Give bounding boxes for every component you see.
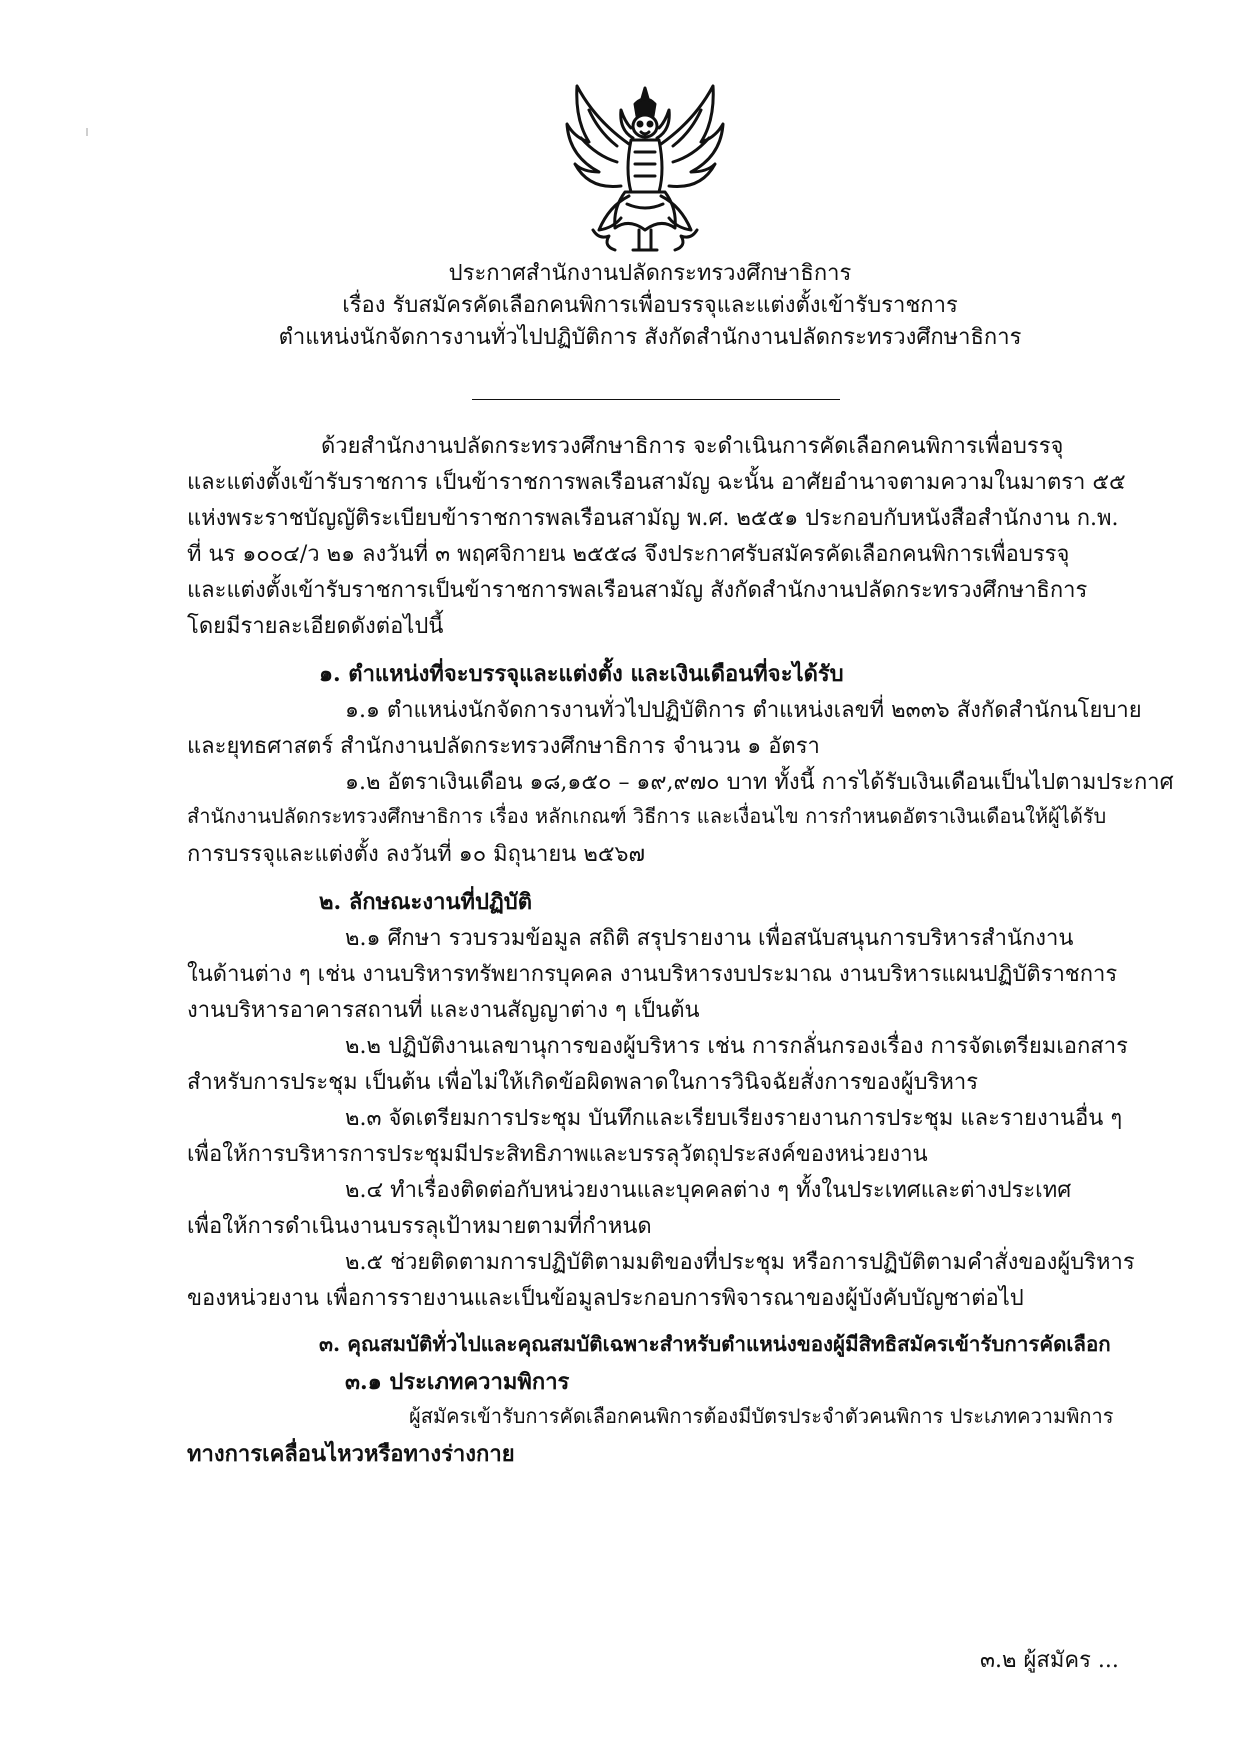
section2-item2-line: ๒.๒ ปฏิบัติงานเลขานุการของผู้บริหาร เช่น การกลั่นกรองเรื่อง การจัดเตรียมเอกสาร bbox=[345, 1034, 1128, 1059]
garuda-emblem-icon bbox=[555, 80, 735, 260]
section2-item3-line: ๒.๓ จัดเตรียมการประชุม บันทึกและเรียบเรียงรายงานการประชุม และรายงานอื่น ๆ bbox=[345, 1106, 1123, 1131]
announcement-subject: เรื่อง รับสมัครคัดเลือกคนพิการเพื่อบรรจุและแต่งตั้งเข้ารับราชการ bbox=[342, 293, 958, 318]
section1-item1-line: และยุทธศาสตร์ สำนักงานปลัดกระทรวงศึกษาธิการ จำนวน ๑ อัตรา bbox=[187, 734, 820, 759]
intro-line: แห่งพระราชบัญญัติระเบียบข้าราชการพลเรือนสามัญ พ.ศ. ๒๕๕๑ ประกอบกับหนังสือสำนักงาน ก.พ. bbox=[187, 506, 1119, 531]
section3-line-bold: ทางการเคลื่อนไหวหรือทางร่างกาย bbox=[187, 1441, 515, 1467]
next-page-reference: ๓.๒ ผู้สมัคร ... bbox=[980, 1648, 1119, 1673]
intro-line: และแต่งตั้งเข้ารับราชการเป็นข้าราชการพลเรือนสามัญ สังกัดสำนักงานปลัดกระทรวงศึกษาธิการ bbox=[187, 578, 1088, 603]
section1-item2-line: การบรรจุและแต่งตั้ง ลงวันที่ ๑๐ มิถุนายน ๒๕๖๗ bbox=[187, 842, 645, 867]
section3-line: ผู้สมัครเข้ารับการคัดเลือกคนพิการต้องมีบัตรประจำตัวคนพิการ ประเภทความพิการ bbox=[409, 1404, 1114, 1428]
announcement-header bbox=[180, 258, 1120, 354]
header-divider bbox=[472, 399, 840, 400]
section2-item1-line: งานบริหารอาคารสถานที่ และงานสัญญาต่าง ๆ เป็นต้น bbox=[187, 998, 700, 1023]
section3-subheading: ๓.๑ ประเภทความพิการ bbox=[345, 1369, 570, 1395]
intro-line: ด้วยสำนักงานปลัดกระทรวงศึกษาธิการ จะดำเนินการคัดเลือกคนพิการเพื่อบรรจุ bbox=[321, 434, 1064, 459]
section2-item2-line: สำหรับการประชุม เป็นต้น เพื่อไม่ให้เกิดข้อผิดพลาดในการวินิจฉัยสั่งการของผู้บริหาร bbox=[187, 1070, 979, 1095]
section1-item2-line: สำนักงานปลัดกระทรวงศึกษาธิการ เรื่อง หลักเกณฑ์ วิธีการ และเงื่อนไข การกำหนดอัตราเงินเดือนให้ผู้ได้รับ bbox=[187, 804, 1107, 828]
section1-item1-line: ๑.๑ ตำแหน่งนักจัดการงานทั่วไปปฏิบัติการ ตำแหน่งเลขที่ ๒๓๓๖ สังกัดสำนักนโยบาย bbox=[345, 698, 1142, 723]
scan-mark bbox=[86, 128, 88, 136]
section2-item1-line: ในด้านต่าง ๆ เช่น งานบริหารทรัพยากรบุคคล งานบริหารงบประมาณ งานบริหารแผนปฏิบัติราชการ bbox=[187, 962, 1118, 987]
announcement-issuer: ประกาศสำนักงานปลัดกระทรวงศึกษาธิการ bbox=[448, 261, 852, 286]
section1-heading: ๑. ตำแหน่งที่จะบรรจุและแต่งตั้ง และเงินเดือนที่จะได้รับ bbox=[319, 661, 844, 687]
announcement-position: ตำแหน่งนักจัดการงานทั่วไปปฏิบัติการ สังกัดสำนักงานปลัดกระทรวงศึกษาธิการ bbox=[278, 325, 1022, 350]
section2-item4-line: เพื่อให้การดำเนินงานบรรลุเป้าหมายตามที่กำหนด bbox=[187, 1214, 652, 1239]
section2-item5-line: ๒.๕ ช่วยติดตามการปฏิบัติตามมติของที่ประชุม หรือการปฏิบัติตามคำสั่งของผู้บริหาร bbox=[345, 1250, 1135, 1275]
section2-item3-line: เพื่อให้การบริหารการประชุมมีประสิทธิภาพและบรรลุวัตถุประสงค์ของหน่วยงาน bbox=[187, 1142, 928, 1167]
section2-item4-line: ๒.๔ ทำเรื่องติดต่อกับหน่วยงานและบุคคลต่าง ๆ ทั้งในประเทศและต่างประเทศ bbox=[345, 1178, 1072, 1203]
section1-item2-line: ๑.๒ อัตราเงินเดือน ๑๘,๑๕๐ – ๑๙,๙๗๐ บาท ทั้งนี้ การได้รับเงินเดือนเป็นไปตามประกาศ bbox=[345, 770, 1174, 795]
intro-line: ที่ นร ๑๐๐๔/ว ๒๑ ลงวันที่ ๓ พฤศจิกายน ๒๕๕๘ จึงประกาศรับสมัครคัดเลือกคนพิการเพื่อบรรจุ bbox=[187, 542, 1070, 567]
intro-line: และแต่งตั้งเข้ารับราชการ เป็นข้าราชการพลเรือนสามัญ ฉะนั้น อาศัยอำนาจตามความในมาตรา ๕๕ bbox=[187, 470, 1126, 495]
section2-item5-line: ของหน่วยงาน เพื่อการรายงานและเป็นข้อมูลประกอบการพิจารณาของผู้บังคับบัญชาต่อไป bbox=[187, 1286, 1024, 1311]
section2-heading: ๒. ลักษณะงานที่ปฏิบัติ bbox=[319, 889, 532, 915]
section3-heading: ๓. คุณสมบัติทั่วไปและคุณสมบัติเฉพาะสำหรับตำแหน่งของผู้มีสิทธิสมัครเข้ารับการคัดเลือก bbox=[319, 1332, 1111, 1356]
intro-line: โดยมีรายละเอียดดังต่อไปนี้ bbox=[187, 614, 444, 639]
section2-item1-line: ๒.๑ ศึกษา รวบรวมข้อมูล สถิติ สรุปรายงาน เพื่อสนับสนุนการบริหารสำนักงาน bbox=[345, 926, 1074, 951]
